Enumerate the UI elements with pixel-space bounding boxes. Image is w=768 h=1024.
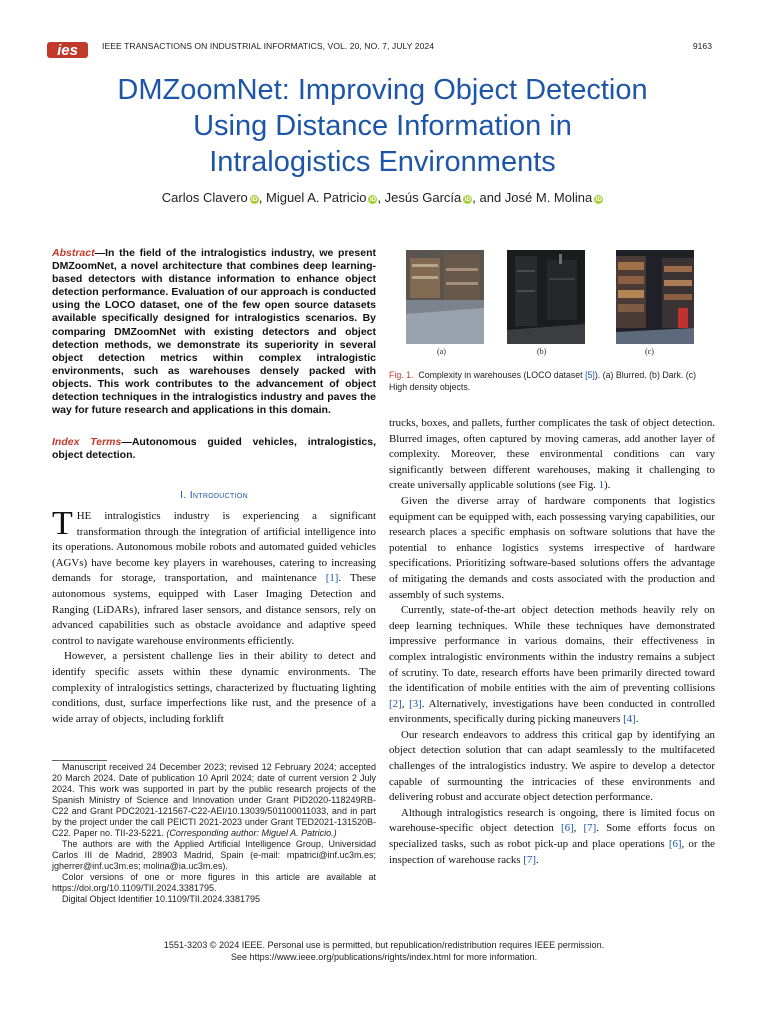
- paragraph-text: HE intralogistics industry is experiencing a significant transformation through the integration of artificial intelligence into its operations. Autonomous mobile robots and automated guided vehicles (AGVs) have become key players in warehouses, catering to increasing demands for storage, transportation, and maintenance: [52, 510, 376, 585]
- paragraph: Given the diverse array of hardware components that logistics equipment can be equipped with, each possessing varying capabilities, our research places a specific emphasis on software solutions that have the potential to enhance logistics systems irrespective of hardware specifications. Prioritizing software-based solutions offers the advantage of mitigating the demands and costs associated with the production and assembly of such systems.: [389, 494, 715, 601]
- left-column-body: [52, 505, 376, 727]
- orcid-icon[interactable]: iD: [251, 196, 258, 203]
- footnote-paragraph: The authors are with the Applied Artificial Intelligence Group, Universidad Carlos III de Madrid, 28903 Madrid, Spain (e-mail: mpatrici@inf.uc3m.es; jgherrer@inf.uc3m.es; molina@ia.uc3m.es).: [52, 839, 376, 871]
- warehouse-image-dense: [616, 250, 694, 344]
- citation-link[interactable]: [6]: [668, 838, 682, 851]
- right-column-body: [389, 416, 715, 868]
- author-list: [60, 190, 705, 205]
- paragraph-text: . These autonomous systems, equipped with Laser Imaging Detection and Ranging (LiDARs), infrared laser sensors, and distance sensors, rely on advanced capabilities such as obstacle avoidance and adaptive speed control to navigate warehouse environments efficiently.: [52, 572, 376, 647]
- figure-caption-label: Fig. 1.: [389, 370, 414, 380]
- author-name: Jesús García: [384, 190, 462, 205]
- paragraph: However, a persistent challenge lies in their ability to detect and identify specific assets within these dynamic environments. The complexity of intralogistics settings, characterized by fluctuating lighting conditions, dust, surface imperfections like rust, and the presence of a wide array of objects, including forklift: [52, 650, 376, 725]
- figure-caption: [389, 370, 715, 393]
- citation-link[interactable]: [4]: [623, 713, 636, 726]
- paragraph: Our research endeavors to address this critical gap by identifying an object detection solution that can adapt seamlessly to the multifaceted challenges of the intralogistics industry. We aspire to develop a detector capable of surmounting the intricacies of these environments and delivering robust and accurate object detection performance.: [389, 728, 715, 804]
- title-line: DMZoomNet: Improving Object Detection: [117, 74, 648, 106]
- copyright-line: See https://www.ieee.org/publications/rights/index.html for more information.: [230, 951, 538, 962]
- citation-link[interactable]: [2]: [389, 697, 402, 710]
- citation-link[interactable]: [3]: [409, 697, 422, 710]
- paragraph-text: ).: [604, 479, 611, 492]
- paper-title: [60, 72, 705, 180]
- citation-link[interactable]: [6]: [560, 822, 574, 835]
- abstract-dash: —: [94, 247, 106, 259]
- paragraph-text: Although intralogistics research is ongoing, there is limited focus on warehouse-specific object detection: [389, 806, 715, 835]
- subfigure-label: (a): [437, 347, 446, 356]
- section-title: Introduction: [189, 489, 248, 501]
- citation-link[interactable]: [7]: [583, 822, 597, 835]
- figure-caption-text: Complexity in warehouses (LOCO dataset: [418, 370, 586, 380]
- paragraph-text: . Some efforts focus on specialized tasks, such as robot pick-up and place operations: [389, 822, 715, 851]
- warehouse-image-blurred: [406, 250, 484, 344]
- ies-logo: [47, 38, 88, 60]
- subfigure-label: (c): [645, 347, 654, 356]
- copyright-line: 1551-3203 © 2024 IEEE. Personal use is permitted, but republication/redistribution requires IEEE permission.: [163, 940, 605, 950]
- intro-paragraph: [52, 505, 376, 649]
- citation-link[interactable]: [1]: [325, 572, 339, 585]
- citation-link[interactable]: [5]: [585, 370, 595, 380]
- author-separator: ,: [377, 190, 385, 205]
- subfigure-label: (b): [537, 347, 547, 356]
- paragraph-text: .: [535, 853, 539, 866]
- paragraph-text: Currently, state-of-the-art object detection methods heavily rely on deep learning techniques. While these techniques have demonstrated impressive performance in various domains, their effectiveness in complex intralogistic environments within the industry remains a subject of scrutiny. To date, research efforts have been primarily directed toward the identification of mobile entities with the aim of preventing collisions: [389, 604, 715, 695]
- index-terms-label: Index Terms: [52, 436, 122, 448]
- citation-link[interactable]: [7]: [523, 853, 536, 866]
- author-name: Miguel A. Patricio: [266, 190, 367, 205]
- page-number: 9163: [692, 41, 712, 51]
- paragraph-text: .: [635, 713, 639, 726]
- author-separator: , and: [472, 190, 505, 205]
- footnote-text: Manuscript received 24 December 2023; revised 12 February 2024; accepted 20 March 2024. Date of publication 10 April 2024; date of current version 2 July 2024. This work was supported in part by the public research projects of the Spanish Ministry of Science and Innovation under Grant PID2020-118249RB-C22 and Grant PDC2021-121567-C22-AEI/10.13039/501100011033, and in part by the project under the call PEICTI 2021-2023 under Grant TED2021-131520B-C22. Paper no. TII-23-5221.: [52, 762, 376, 838]
- corresponding-author: (Corresponding author: Miguel A. Patricio.): [166, 828, 337, 838]
- orcid-icon[interactable]: iD: [369, 196, 377, 203]
- figure-1: [406, 250, 718, 345]
- title-line: Intralogistics Environments: [209, 146, 556, 178]
- author-separator: ,: [258, 190, 266, 205]
- logo-text: ies: [57, 42, 78, 59]
- figure-link[interactable]: 1: [598, 479, 605, 492]
- running-title: IEEE TRANSACTIONS ON INDUSTRIAL INFORMATICS, VOL. 20, NO. 7, JULY 2024: [102, 41, 435, 51]
- abstract-text: In the field of the intralogistics industry, we present DMZoomNet, a novel architecture that combines deep learning-based detectors with distance information to enhance object detection performance. Evaluation of our approach is conducted using the LOCO dataset, one of the few open source datasets available specifically designed for intralogistics scenarios. By comparing DMZoomNet with existing detectors and object detection methods, we demonstrate its superiority in several object detection metrics within complex intralogistic environments, such as warehouses densely packed with objects. This work contributes to the advancement of object detection techniques in the intralogistics industry and paves the way for future research and applications in this domain.: [52, 247, 376, 417]
- paragraph-text: . Alternatively, investigations have been conducted in controlled environments, specifically during picking maneuvers: [389, 697, 715, 726]
- abstract-label: Abstract: [52, 247, 95, 259]
- paragraph-text: ,: [401, 697, 410, 710]
- orcid-icon[interactable]: iD: [464, 196, 472, 203]
- paragraph: [389, 806, 715, 868]
- paragraph-text: , or the inspection of warehouse racks: [389, 838, 715, 866]
- warehouse-image-dark: [507, 250, 585, 344]
- paragraph-text: trucks, boxes, and pallets, further complicates the task of object detection. Blurred images, often captured by moving cameras, add another layer of complexity. Moreover, these environmental conditions can vary significantly between different warehouses, making it challenging to create universally applicable solutions (see Fig.: [389, 417, 715, 492]
- title-line: Using Distance Information in: [193, 110, 572, 142]
- paragraph: [389, 603, 715, 728]
- footnote: [52, 762, 376, 905]
- footnote-paragraph: Digital Object Identifier 10.1109/TII.2024.3381795: [62, 894, 260, 904]
- author-name: Carlos Clavero: [161, 190, 248, 205]
- drop-cap: T: [52, 505, 73, 542]
- index-terms-dash: —: [121, 436, 132, 448]
- footnote-paragraph: Color versions of one or more figures in this article are available at https://doi.org/10.1109/TII.2024.3381795.: [52, 872, 376, 893]
- author-name: José M. Molina: [504, 190, 593, 205]
- footnote-divider: [52, 760, 107, 761]
- index-terms: [52, 436, 376, 462]
- section-heading: [52, 489, 376, 501]
- section-number: I.: [180, 489, 187, 501]
- orcid-icon[interactable]: iD: [595, 196, 602, 203]
- index-terms-text: Autonomous guided vehicles, intralogistics, object detection.: [52, 436, 376, 462]
- abstract: [52, 247, 376, 417]
- paragraph-text: ,: [573, 822, 584, 835]
- copyright-notice: [52, 940, 716, 963]
- figure-caption-text: ). (a) Blurred. (b) Dark. (c) High density objects.: [389, 370, 697, 392]
- footnote-paragraph: [52, 762, 376, 839]
- paragraph: [389, 416, 715, 494]
